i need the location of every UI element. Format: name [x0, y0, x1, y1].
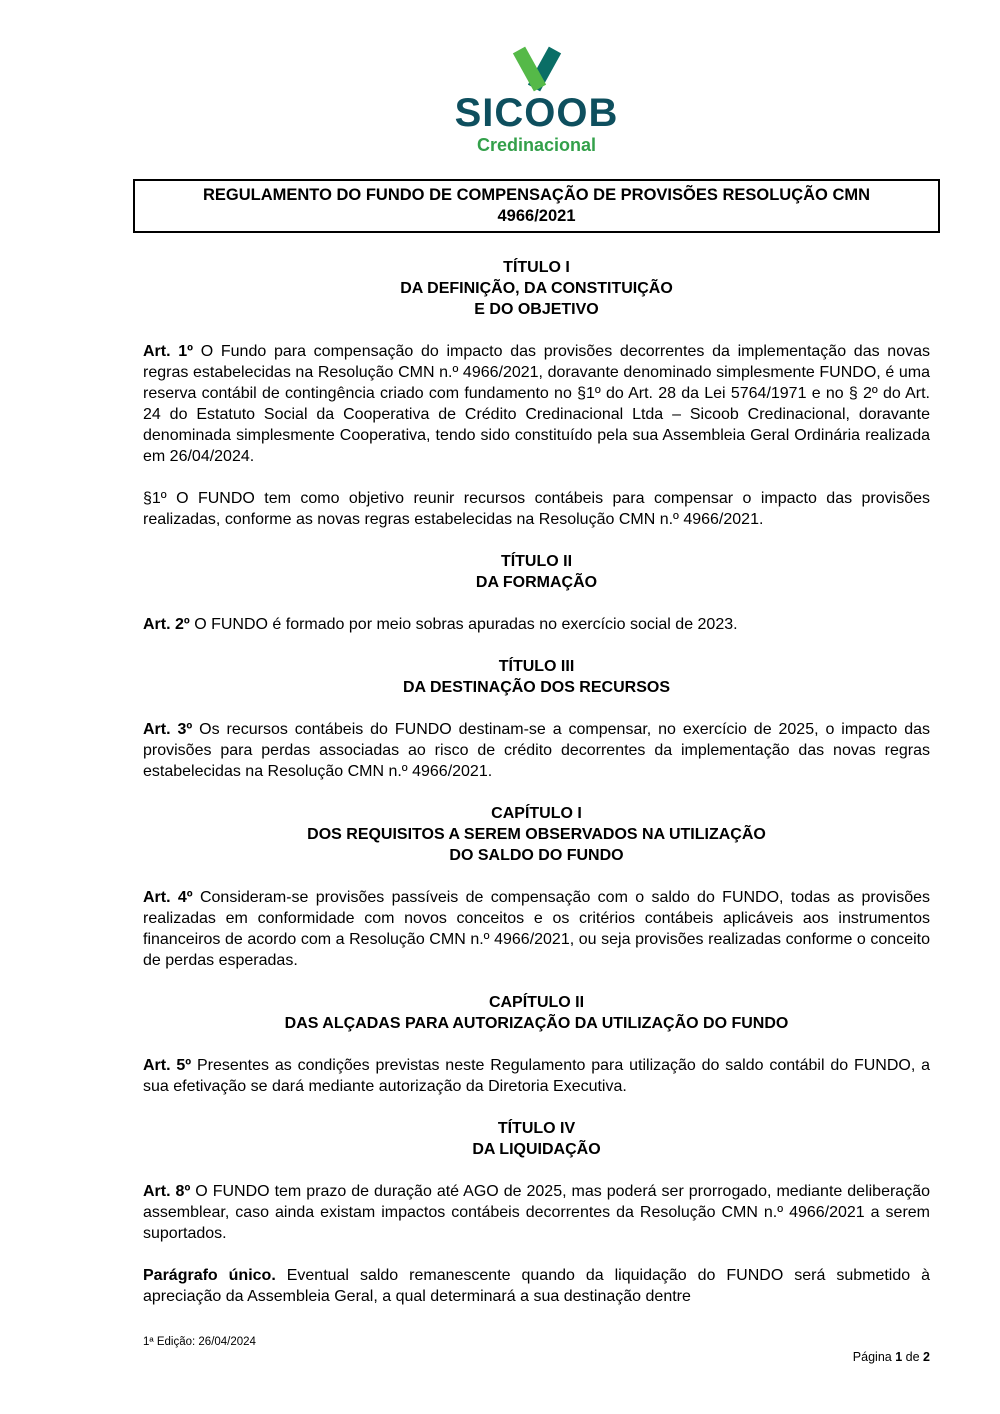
page-number-total: 2 [923, 1350, 930, 1364]
paragraph-text: Eventual saldo remanescente quando da liquidação do FUNDO será submetido à apreciação da Assembleia Geral, a qual determinará a sua destinação dentre [143, 1267, 930, 1305]
heading-line: CAPÍTULO I [491, 805, 582, 822]
page-number [853, 1350, 930, 1364]
paragraph-par-1 [143, 488, 930, 530]
section-heading-capitulo-i [143, 803, 930, 866]
paragraph-art-1 [143, 341, 930, 467]
section-heading-titulo-i [143, 257, 930, 320]
heading-line: DA DEFINIÇÃO, DA CONSTITUIÇÃO [400, 280, 673, 297]
sicoob-logo [143, 46, 930, 155]
section-heading-titulo-iii [143, 656, 930, 698]
article-label: Art. 3º [143, 721, 193, 738]
heading-line: DAS ALÇADAS PARA AUTORIZAÇÃO DA UTILIZAÇÃO DO FUNDO [284, 1015, 789, 1032]
page-number-current: 1 [895, 1350, 903, 1364]
paragraph-text: O Fundo para compensação do impacto das provisões decorrentes da implementação das novas regras estabelecidas na Resolução CMN n.º 4966/2021, doravante denominado simplesmente FUNDO, é uma reserva contábil de contingência criado com fundamento no §1º do Art. 28 da Lei 5764/1971 e no § 2º do Art. 24 do Estatuto Social da Cooperativa de Crédito Credinacional Ltda – Sicoob Credinacional, doravante denominada simplesmente Cooperativa, tendo sido constituído pela sua Assembleia Geral Ordinária realizada em 26/04/2024. [143, 343, 930, 465]
paragraph-text: O FUNDO é formado por meio sobras apuradas no exercício social de 2023. [189, 616, 738, 633]
article-label: Art. 8º [143, 1183, 191, 1200]
heading-line: TÍTULO I [503, 259, 570, 276]
document-title-box [133, 179, 940, 233]
paragraph-text: Consideram-se provisões passíveis de compensação com o saldo do FUNDO, todas as provisões realizadas em conformidade com novos conceitos e os critérios contábeis aplicáveis aos instrumentos financeiros de acordo com a Resolução CMN n.º 4966/2021, ou seja provisões realizadas conforme o conceito de perdas esperadas. [143, 889, 931, 969]
document-title-line-2: 4966/2021 [497, 207, 576, 225]
paragraph-art-4 [143, 887, 930, 971]
section-heading-titulo-iv [143, 1118, 930, 1160]
paragraph-art-3 [143, 719, 930, 782]
paragraph-art-2 [143, 614, 930, 635]
page-number-label: Página [852, 1350, 892, 1364]
logo-subbrand-text: Credinacional [476, 135, 597, 155]
heading-line: CAPÍTULO II [488, 994, 585, 1011]
article-label: Art. 5º [143, 1057, 192, 1074]
logo-brand-text: SICOOB [454, 91, 619, 135]
heading-line: DOS REQUISITOS A SEREM OBSERVADOS NA UTILIZAÇÃO [307, 826, 766, 843]
paragraph-text: Presentes as condições previstas neste Regulamento para utilização do saldo contábil do FUNDO, a sua efetivação se dará mediante autorização da Diretoria Executiva. [143, 1057, 931, 1095]
paragraph-label: Parágrafo único. [143, 1267, 276, 1284]
paragraph-text: O FUNDO tem prazo de duração até AGO de 2025, mas poderá ser prorrogado, mediante deliberação assemblear, caso ainda existam impactos contábeis decorrentes da Resolução CMN n.º 4966/2021 a serem suportados. [143, 1183, 931, 1242]
article-label: Art. 1º [143, 343, 194, 360]
heading-line: E DO OBJETIVO [474, 301, 599, 318]
article-label: Art. 4º [143, 889, 193, 906]
heading-line: DA LIQUIDAÇÃO [472, 1141, 601, 1158]
paragraph-art-8 [143, 1181, 930, 1244]
paragraph-art-5 [143, 1055, 930, 1097]
edition-note: 1ª Edição: 26/04/2024 [143, 1336, 256, 1348]
article-label: Art. 2º [143, 616, 190, 633]
heading-line: DA DESTINAÇÃO DOS RECURSOS [403, 679, 670, 696]
section-heading-titulo-ii [143, 551, 930, 593]
heading-line: TÍTULO II [500, 553, 573, 570]
sicoob-chevron-icon [506, 46, 568, 92]
paragraph-text: Os recursos contábeis do FUNDO destinam-se a compensar, no exercício de 2025, o impacto das provisões para perdas associadas ao risco de crédito decorrentes da implementação das novas regras estabelecidas na Resolução CMN n.º 4966/2021. [143, 721, 931, 780]
heading-line: DA FORMAÇÃO [475, 574, 598, 591]
heading-line: TÍTULO IV [497, 1120, 576, 1137]
section-heading-capitulo-ii [143, 992, 930, 1034]
paragraph-paragrafo-unico [143, 1265, 930, 1307]
document-title-line-1: REGULAMENTO DO FUNDO DE COMPENSAÇÃO DE PROVISÕES RESOLUÇÃO CMN [202, 186, 871, 204]
page-number-separator: de [905, 1350, 920, 1364]
heading-line: DO SALDO DO FUNDO [449, 847, 624, 864]
paragraph-text: §1º O FUNDO tem como objetivo reunir recursos contábeis para compensar o impacto das provisões realizadas, conforme as novas regras estabelecidas na Resolução CMN n.º 4966/2021. [143, 490, 930, 528]
heading-line: TÍTULO III [498, 658, 575, 675]
